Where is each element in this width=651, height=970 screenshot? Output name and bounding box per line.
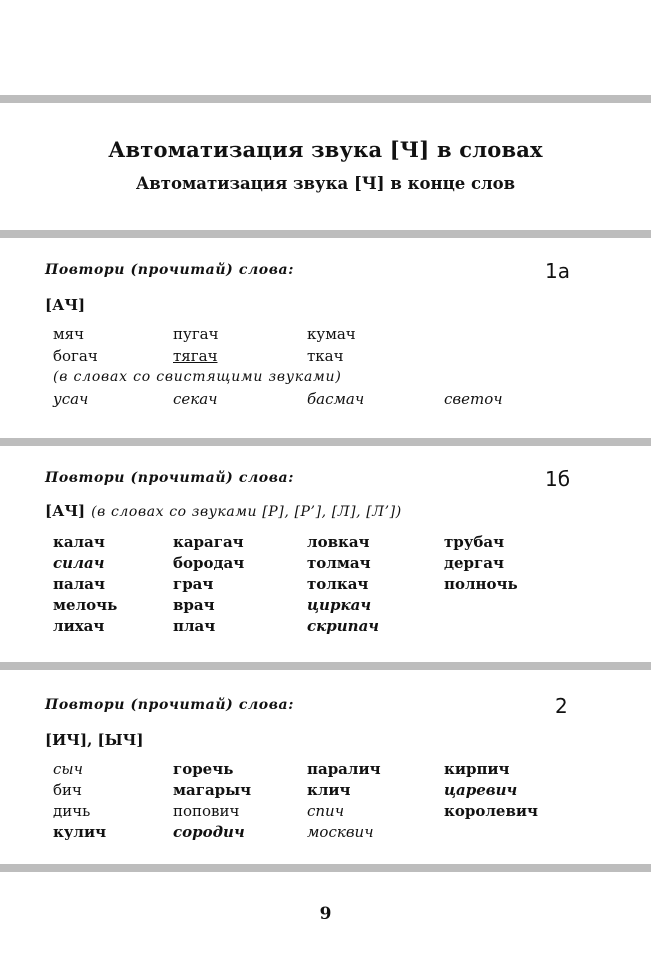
word: мелочь	[53, 596, 118, 614]
divider-1	[0, 230, 651, 238]
word: дергач	[444, 554, 504, 572]
word: бич	[53, 781, 82, 799]
word: плач	[173, 617, 216, 635]
word: грач	[173, 575, 214, 593]
word-row	[53, 390, 613, 411]
page-title: Автоматизация звука [Ч] в словах	[108, 137, 543, 162]
sound-label: [ИЧ], [ЫЧ]	[45, 731, 144, 749]
word: усач	[53, 390, 89, 408]
word: трубач	[444, 533, 505, 551]
instruction: Повтори (прочитай) слова:	[45, 697, 294, 713]
word: карагач	[173, 533, 244, 551]
word: ткач	[307, 347, 344, 365]
word: тягач	[173, 347, 218, 365]
sound-note: (в словах со звуками [Р], [Р’], [Л], [Л’])	[91, 504, 402, 520]
divider-2	[0, 438, 651, 446]
word: лихач	[53, 617, 105, 635]
word: толмач	[307, 554, 371, 572]
word: секач	[173, 390, 218, 408]
page-number: 9	[319, 904, 332, 924]
divider-3	[0, 662, 651, 670]
instruction: Повтори (прочитай) слова:	[45, 470, 294, 486]
word: королевич	[444, 802, 538, 820]
word: клич	[307, 781, 351, 799]
word: ловкач	[307, 533, 370, 551]
word-row	[53, 617, 613, 638]
word: калач	[53, 533, 105, 551]
word: кулич	[53, 823, 107, 841]
word-row	[53, 802, 613, 823]
word-row	[53, 781, 613, 802]
word: пугач	[173, 325, 219, 343]
word: богач	[53, 347, 98, 365]
word: бородач	[173, 554, 245, 572]
word: врач	[173, 596, 215, 614]
word: спич	[307, 802, 345, 820]
exercise-number: 2	[555, 694, 568, 718]
word: магарыч	[173, 781, 252, 799]
word-row	[53, 347, 613, 368]
word: мяч	[53, 325, 85, 343]
word-row	[53, 596, 613, 617]
group-note: (в словах со свистящими звуками)	[53, 369, 342, 385]
word: царевич	[444, 781, 518, 799]
word: кумач	[307, 325, 356, 343]
instruction: Повтори (прочитай) слова:	[45, 262, 294, 278]
sound-label: [АЧ]	[45, 296, 86, 314]
word: сыч	[53, 760, 83, 778]
word: москвич	[307, 823, 374, 841]
sound-label: [АЧ]	[45, 502, 86, 520]
word-row	[53, 325, 613, 346]
divider-bottom	[0, 864, 651, 872]
word-row	[53, 554, 613, 575]
word: силач	[53, 554, 105, 572]
word: паралич	[307, 760, 381, 778]
sound-heading	[45, 502, 402, 520]
word-row	[53, 760, 613, 781]
word-row	[53, 575, 613, 596]
divider-top	[0, 95, 651, 103]
word: кирпич	[444, 760, 510, 778]
word-row	[53, 533, 613, 554]
word: сородич	[173, 823, 245, 841]
word: попович	[173, 802, 240, 820]
word: горечь	[173, 760, 234, 778]
word: полночь	[444, 575, 518, 593]
word: скрипач	[307, 617, 380, 635]
word: циркач	[307, 596, 372, 614]
word-row	[53, 823, 613, 844]
exercise-number: 1а	[545, 259, 570, 283]
word: толкач	[307, 575, 369, 593]
word: палач	[53, 575, 105, 593]
word: светоч	[444, 390, 503, 408]
exercise-number: 1б	[545, 467, 571, 491]
page-subtitle: Автоматизация звука [Ч] в конце слов	[135, 174, 516, 193]
word: басмач	[307, 390, 365, 408]
word: дичь	[53, 802, 91, 820]
